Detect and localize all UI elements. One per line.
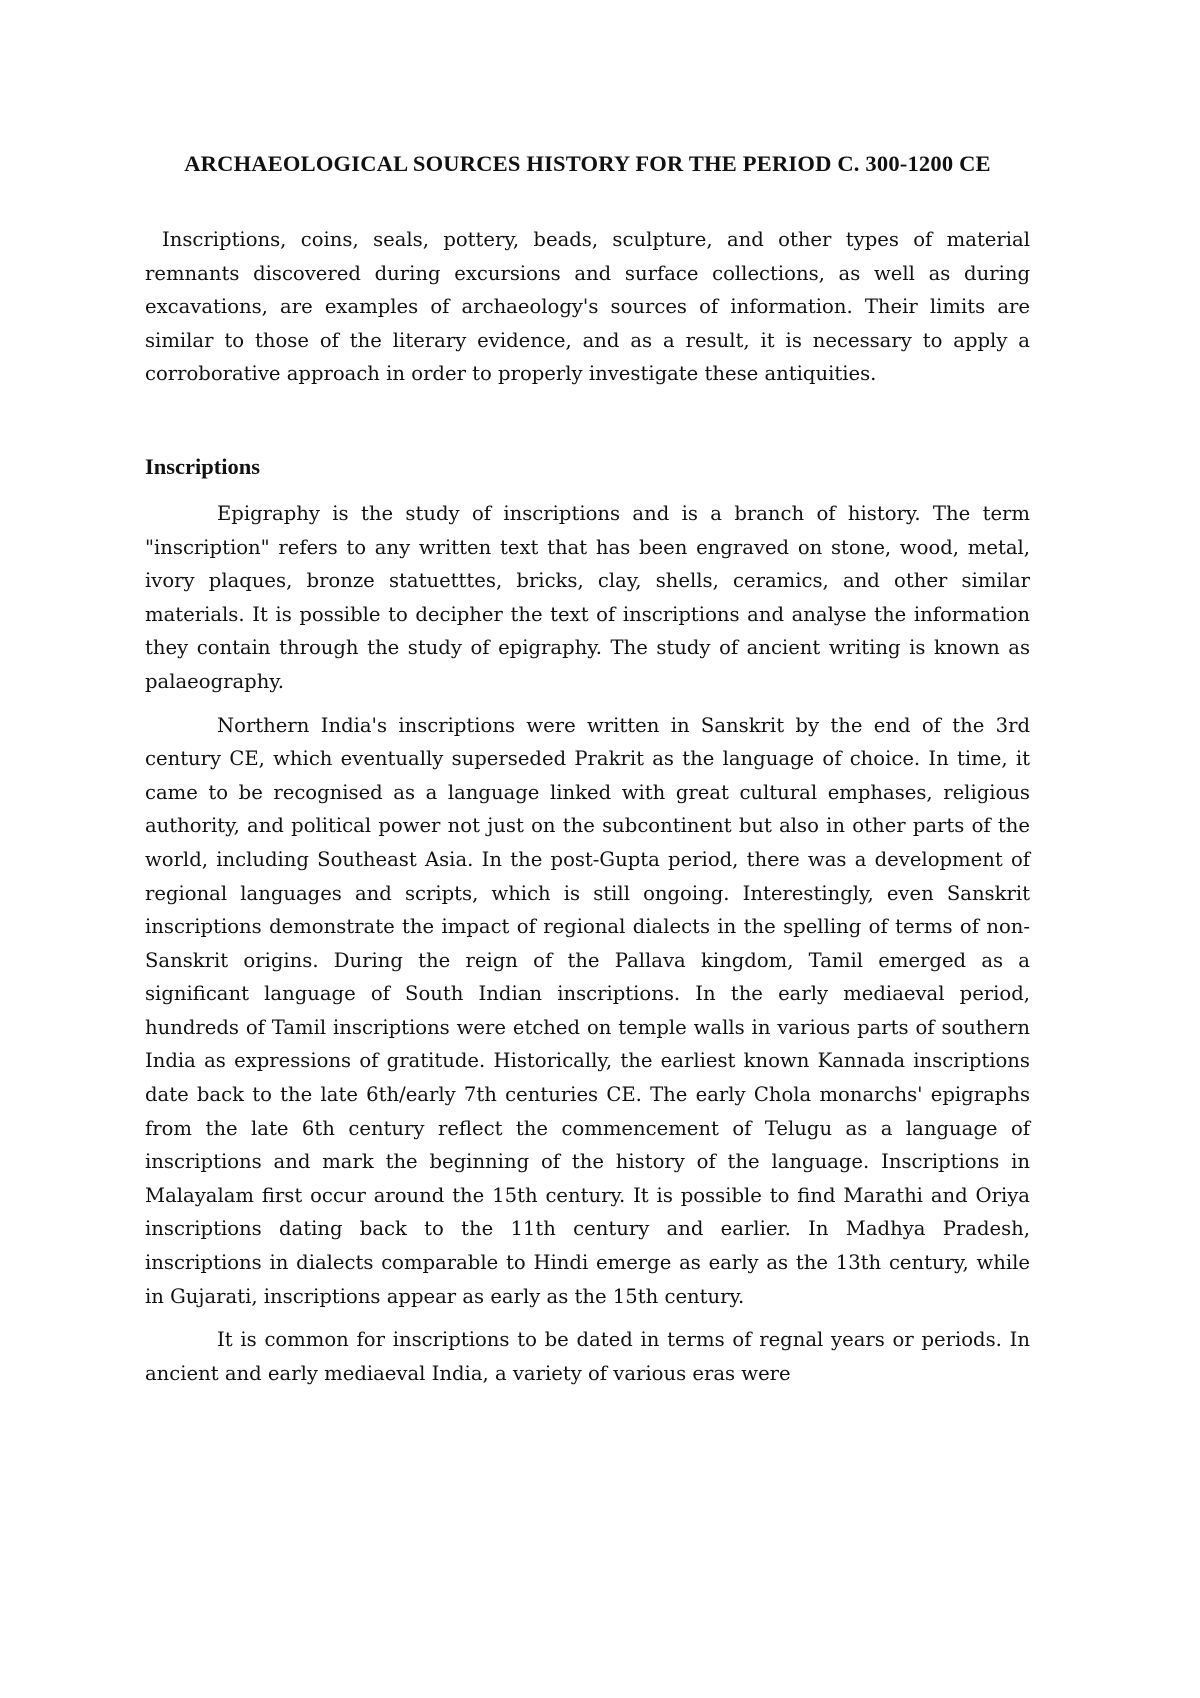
intro-paragraph: Inscriptions, coins, seals, pottery, beads, sculpture, and other types of material remnants discovered during excursions and surface collections, as well as during excavations, are examples of archaeology's sources of information. Their limits are similar to those of the literary evidence, and as a result, it is necessary to apply a corroborative approach in order to properly investigate these antiquities. — [145, 228, 1030, 386]
paragraph-languages: Northern India's inscriptions were written in Sanskrit by the end of the 3rd century CE, which eventually superseded Prakrit as the language of choice. In time, it came to be recognised as a language linked with great cultural emphases, religious authority, and political power not just on the subcontinent but also in other parts of the world, including Southeast Asia. In the post-Gupta period, there was a development of regional languages and scripts, which is still ongoing. Interestingly, even Sanskrit inscriptions demonstrate the impact of regional dialects in the spelling of terms of non-Sanskrit origins. During the reign of the Pallava kingdom, Tamil emerged as a significant language of South Indian inscriptions. In the early mediaeval period, hundreds of Tamil inscriptions were etched on temple walls in various parts of southern India as expressions of gratitude. Historically, the earliest known Kannada inscriptions date back to the late 6th/early 7th centuries CE. The early Chola monarchs' epigraphs from the late 6th century reflect the commencement of Telugu as a language of inscriptions and mark the beginning of the history of the language. Inscriptions in Malayalam first occur around the 15th century. It is possible to find Marathi and Oriya inscriptions dating back to the 11th century and earlier. In Madhya Pradesh, inscriptions in dialects comparable to Hindi emerge as early as the 13th century, while in Gujarati, inscriptions appear as early as the 15th century. — [145, 713, 1030, 1308]
document-title: ARCHAEOLOGICAL SOURCES HISTORY FOR THE PERIOD C. 300-1200 CE — [184, 151, 991, 176]
paragraph-epigraphy: Epigraphy is the study of inscriptions and is a branch of history. The term "inscription" refers to any written text that has been engraved on stone, wood, metal, ivory plaques, bronze statuetttes, bricks, clay, shells, ceramics, and other similar materials. It is possible to decipher the text of inscriptions and analyse the information they contain through the study of epigraphy. The study of ancient writing is known as palaeography. — [145, 501, 1030, 693]
section-heading-inscriptions: Inscriptions — [145, 453, 261, 479]
paragraph-dating: It is common for inscriptions to be dated in terms of regnal years or periods. In ancient and early mediaeval India, a variety of various eras were — [145, 1328, 1030, 1385]
document-body — [145, 148, 1030, 1390]
